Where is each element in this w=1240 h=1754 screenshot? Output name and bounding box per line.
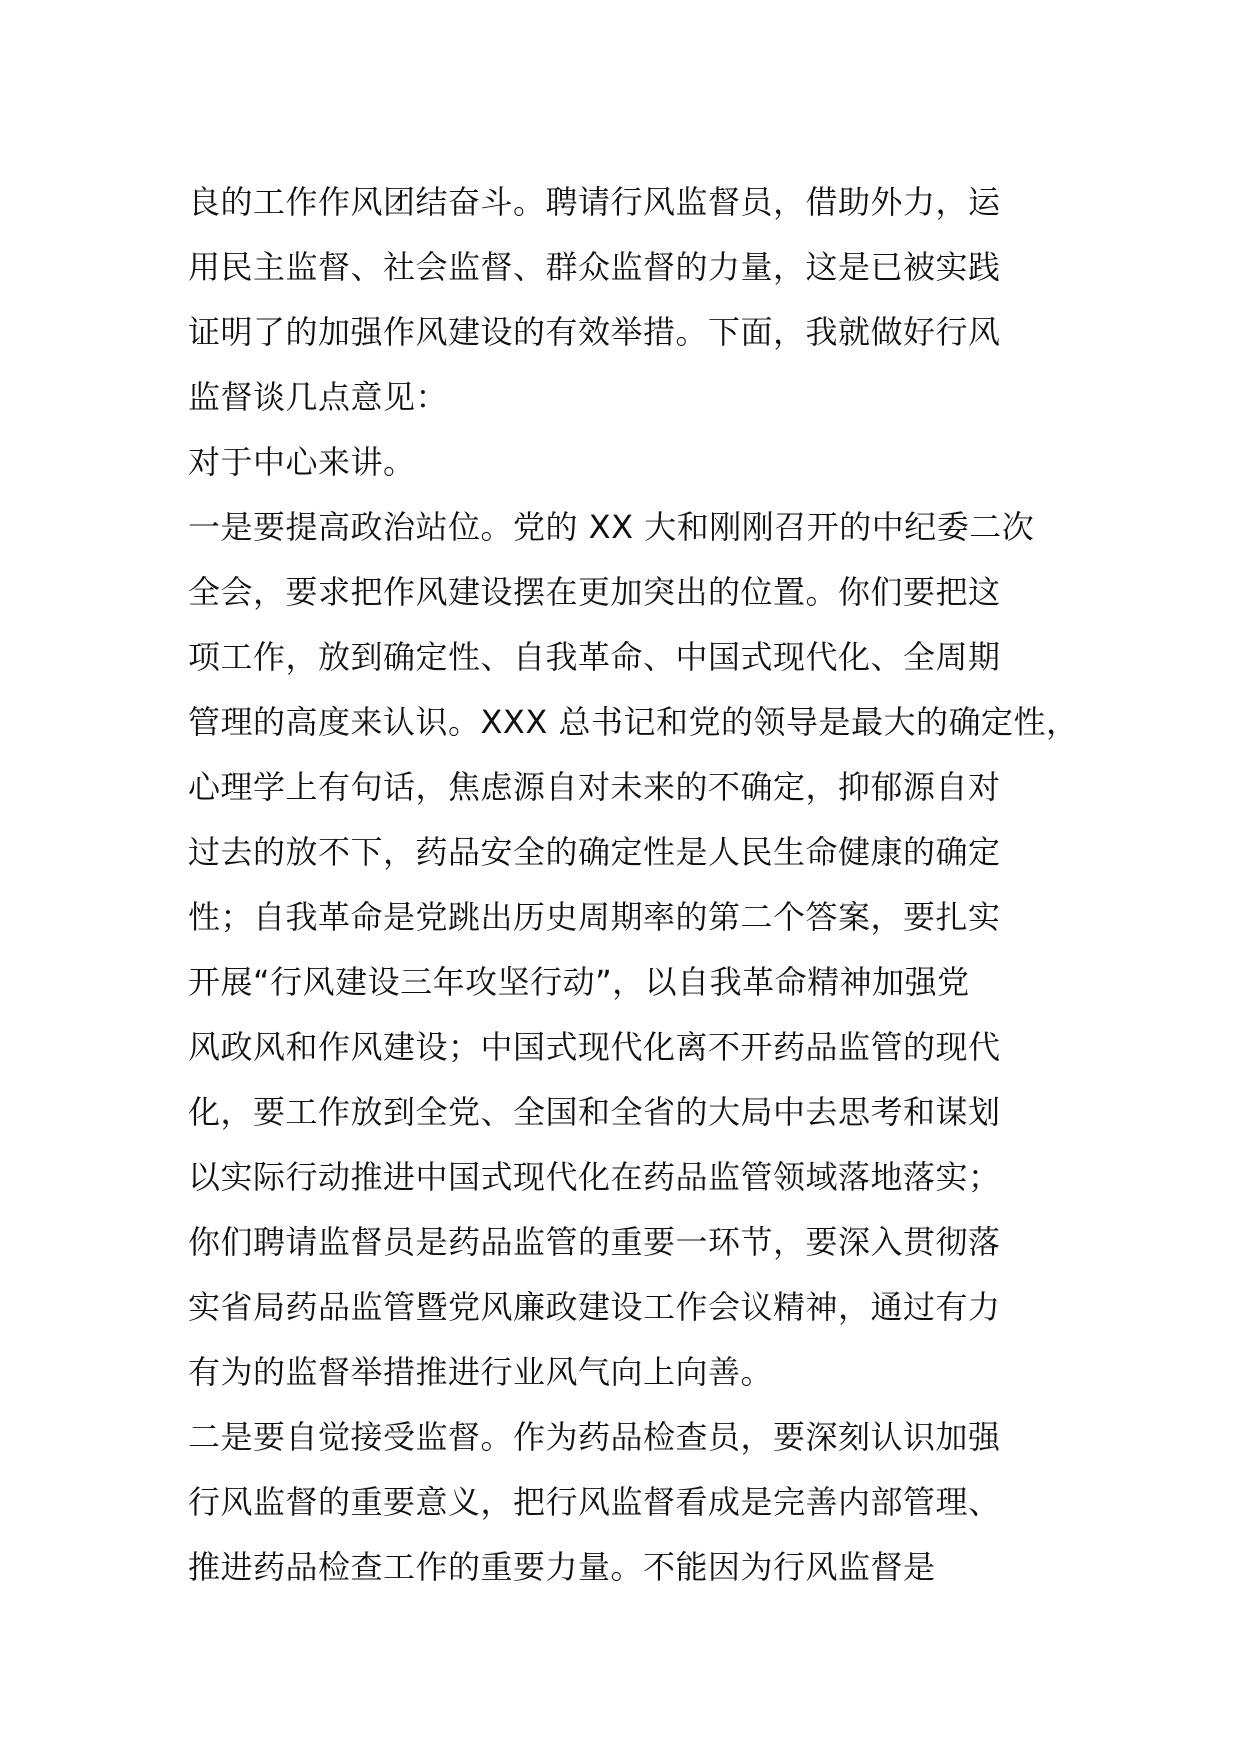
text-line: 证明了的加强作风建设的有效举措。下面，我就做好行风 bbox=[188, 313, 1001, 351]
text-line: 一是要提高政治站位。党的 XX 大和刚刚召开的中纪委二次 bbox=[188, 508, 1035, 546]
text-line: 对于中心来讲。 bbox=[188, 443, 416, 481]
text-line: 二是要自觉接受监督。作为药品检查员，要深刻认识加强 bbox=[188, 1418, 1001, 1456]
text-line: 推进药品检查工作的重要力量。不能因为行风监督是 bbox=[188, 1548, 936, 1586]
text-line: 用民主监督、社会监督、群众监督的力量，这是已被实践 bbox=[188, 248, 1001, 286]
text-line: 风政风和作风建设；中国式现代化离不开药品监管的现代 bbox=[188, 1028, 1001, 1066]
text-line: 过去的放不下，药品安全的确定性是人民生命健康的确定 bbox=[188, 833, 1001, 871]
text-line: 开展“行风建设三年攻坚行动”，以自我革命精神加强党 bbox=[188, 963, 970, 1001]
text-line: 实省局药品监管暨党风廉政建设工作会议精神，通过有力 bbox=[188, 1288, 1001, 1326]
text-line: 监督谈几点意见： bbox=[188, 378, 449, 416]
text-line: 管理的高度来认识。XXX 总书记和党的领导是最大的确定性， bbox=[188, 703, 1079, 741]
text-line: 心理学上有句话，焦虑源自对未来的不确定，抑郁源自对 bbox=[188, 768, 1001, 806]
text-line: 化，要工作放到全党、全国和全省的大局中去思考和谋划 bbox=[188, 1093, 1001, 1131]
text-line: 以实际行动推进中国式现代化在药品监管领域落地落实； bbox=[188, 1158, 1001, 1196]
text-line: 有为的监督举措推进行业风气向上向善。 bbox=[188, 1353, 774, 1391]
text-line: 良的工作作风团结奋斗。聘请行风监督员，借助外力，运 bbox=[188, 183, 1001, 221]
text-line: 行风监督的重要意义，把行风监督看成是完善内部管理、 bbox=[188, 1483, 1001, 1521]
body-text bbox=[188, 170, 1088, 1600]
text-line: 项工作，放到确定性、自我革命、中国式现代化、全周期 bbox=[188, 638, 1001, 676]
text-line: 性；自我革命是党跳出历史周期率的第二个答案，要扎实 bbox=[188, 898, 1001, 936]
text-line: 全会，要求把作风建设摆在更加突出的位置。你们要把这 bbox=[188, 573, 1001, 611]
text-line: 你们聘请监督员是药品监管的重要一环节，要深入贯彻落 bbox=[188, 1223, 1001, 1261]
